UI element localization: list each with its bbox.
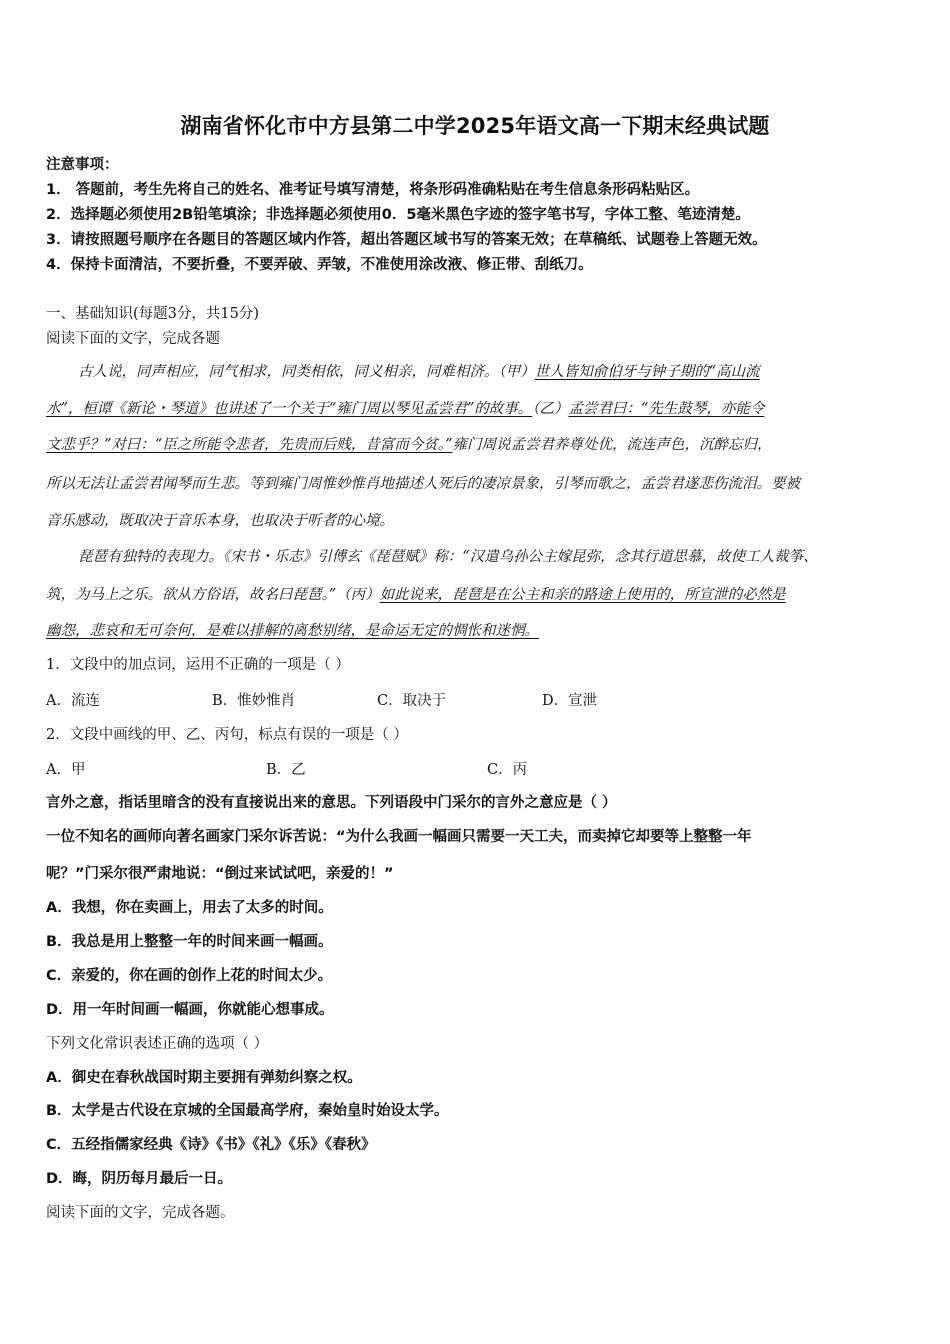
question-stem: 言外之意，指话里暗含的没有直接说出来的意思。下列语段中门采尔的言外之意应是（ ）: [46, 795, 617, 811]
notice-item: 1． 答题前，考生先将自己的姓名、准考证号填写清楚，将条形码准确粘贴在考生信息条形码粘贴区。: [46, 182, 700, 198]
question-stem: 2．文段中画线的甲、乙、丙句，标点有误的一项是（ ）: [46, 727, 408, 743]
option-d[interactable]: D．用一年时间画一幅画，你就能心想事成。: [46, 1002, 334, 1018]
notice-heading: 注意事项：: [46, 157, 119, 173]
notice-item: 2．选择题必须使用2B铅笔填涂；非选择题必须使用0．5毫米黑色字迹的签字笔书写，字体工整、笔迹清楚。: [46, 207, 750, 223]
notice-item: 3．请按照题号顺序在各题目的答题区域内作答，超出答题区域书写的答案无效；在草稿纸、试题卷上答题无效。: [46, 232, 767, 248]
option-d[interactable]: D．晦，阴历每月最后一日。: [46, 1171, 233, 1187]
passage-line: 筑，为马上之乐。欲从方俗语，故名曰琵琶。”（丙）如此说来，琵琶是在公主和亲的路途上使用的，所宣泄的必然是: [46, 587, 786, 603]
section-heading: 一、基础知识(每题3分，共15分): [46, 306, 259, 322]
option-a[interactable]: A．甲: [46, 762, 86, 778]
question-stem: 1．文段中的加点词，运用不正确的一项是（ ）: [46, 657, 350, 673]
passage-line: 古人说，同声相应，同气相求，同类相依，同义相亲，同难相济。（甲）世人皆知俞伯牙与钟子期的“高山流: [78, 364, 760, 380]
question-context: 呢？”门采尔很严肃地说：“倒过来试试吧，亲爱的！”: [46, 866, 394, 882]
option-b[interactable]: B．惟妙惟肖: [212, 693, 296, 709]
page-title: 湖南省怀化市中方县第二中学2025年语文高一下期末经典试题: [180, 114, 770, 138]
question-stem: 下列文化常识表述正确的选项（ ）: [46, 1036, 269, 1052]
option-a[interactable]: A．我想，你在卖画上，用去了太多的时间。: [46, 900, 333, 916]
question-context: 一位不知名的画师向著名画家门采尔诉苦说：“为什么我画一幅画只需要一天工夫，而卖掉它却要等上整整一年: [46, 829, 752, 845]
passage-line: 所以无法让孟尝君闻琴而生悲。等到雍门周惟妙惟肖地描述人死后的凄凉景象，引琴而歌之，孟尝君遂悲伤流泪。要被: [46, 476, 800, 492]
passage-line: 琵琶有独特的表现力。《宋书・乐志》引傅玄《琵琶赋》称：“汉遣乌孙公主嫁昆弥，念其行道思慕，故使工人裁筝、: [78, 549, 818, 565]
option-a[interactable]: A．流连: [46, 693, 100, 709]
option-d[interactable]: D．宣泄: [542, 693, 598, 709]
passage-line: 音乐感动，既取决于音乐本身，也取决于听者的心境。: [46, 513, 394, 529]
option-c[interactable]: C．丙: [487, 762, 528, 778]
passage-line: 幽怨，悲哀和无可奈何，是难以排解的离愁别绪，是命运无定的惆怅和迷惘。: [46, 623, 539, 639]
option-c[interactable]: C．五经指儒家经典《诗》《书》《礼》《乐》《春秋》: [46, 1137, 376, 1153]
option-b[interactable]: B．太学是古代设在京城的全国最高学府，秦始皇时始设太学。: [46, 1103, 449, 1119]
option-c[interactable]: C．取决于: [377, 693, 447, 709]
passage-line: 水”，桓谭《新论・琴道》也讲述了一个关于“雍门周以琴见孟尝君”的故事。（乙）孟尝君曰：“先生鼓琴，亦能令: [46, 401, 765, 417]
option-b[interactable]: B．乙: [266, 762, 306, 778]
reading-intro: 阅读下面的文字，完成各题: [46, 331, 220, 347]
notice-item: 4．保持卡面清洁，不要折叠，不要弄破、弄皱，不准使用涂改液、修正带、刮纸刀。: [46, 257, 593, 273]
option-a[interactable]: A．御史在春秋战国时期主要拥有弹劾纠察之权。: [46, 1070, 362, 1086]
option-c[interactable]: C．亲爱的，你在画的创作上花的时间太少。: [46, 968, 333, 984]
passage-line: 文悲乎？”对曰：“臣之所能令悲者，先贵而后贱，昔富而今贫。”雍门周说孟尝君养尊处优，流连声色，沉醉忘归，: [46, 437, 772, 453]
reading-intro: 阅读下面的文字，完成各题。: [46, 1205, 235, 1221]
option-b[interactable]: B．我总是用上整整一年的时间来画一幅画。: [46, 934, 333, 950]
